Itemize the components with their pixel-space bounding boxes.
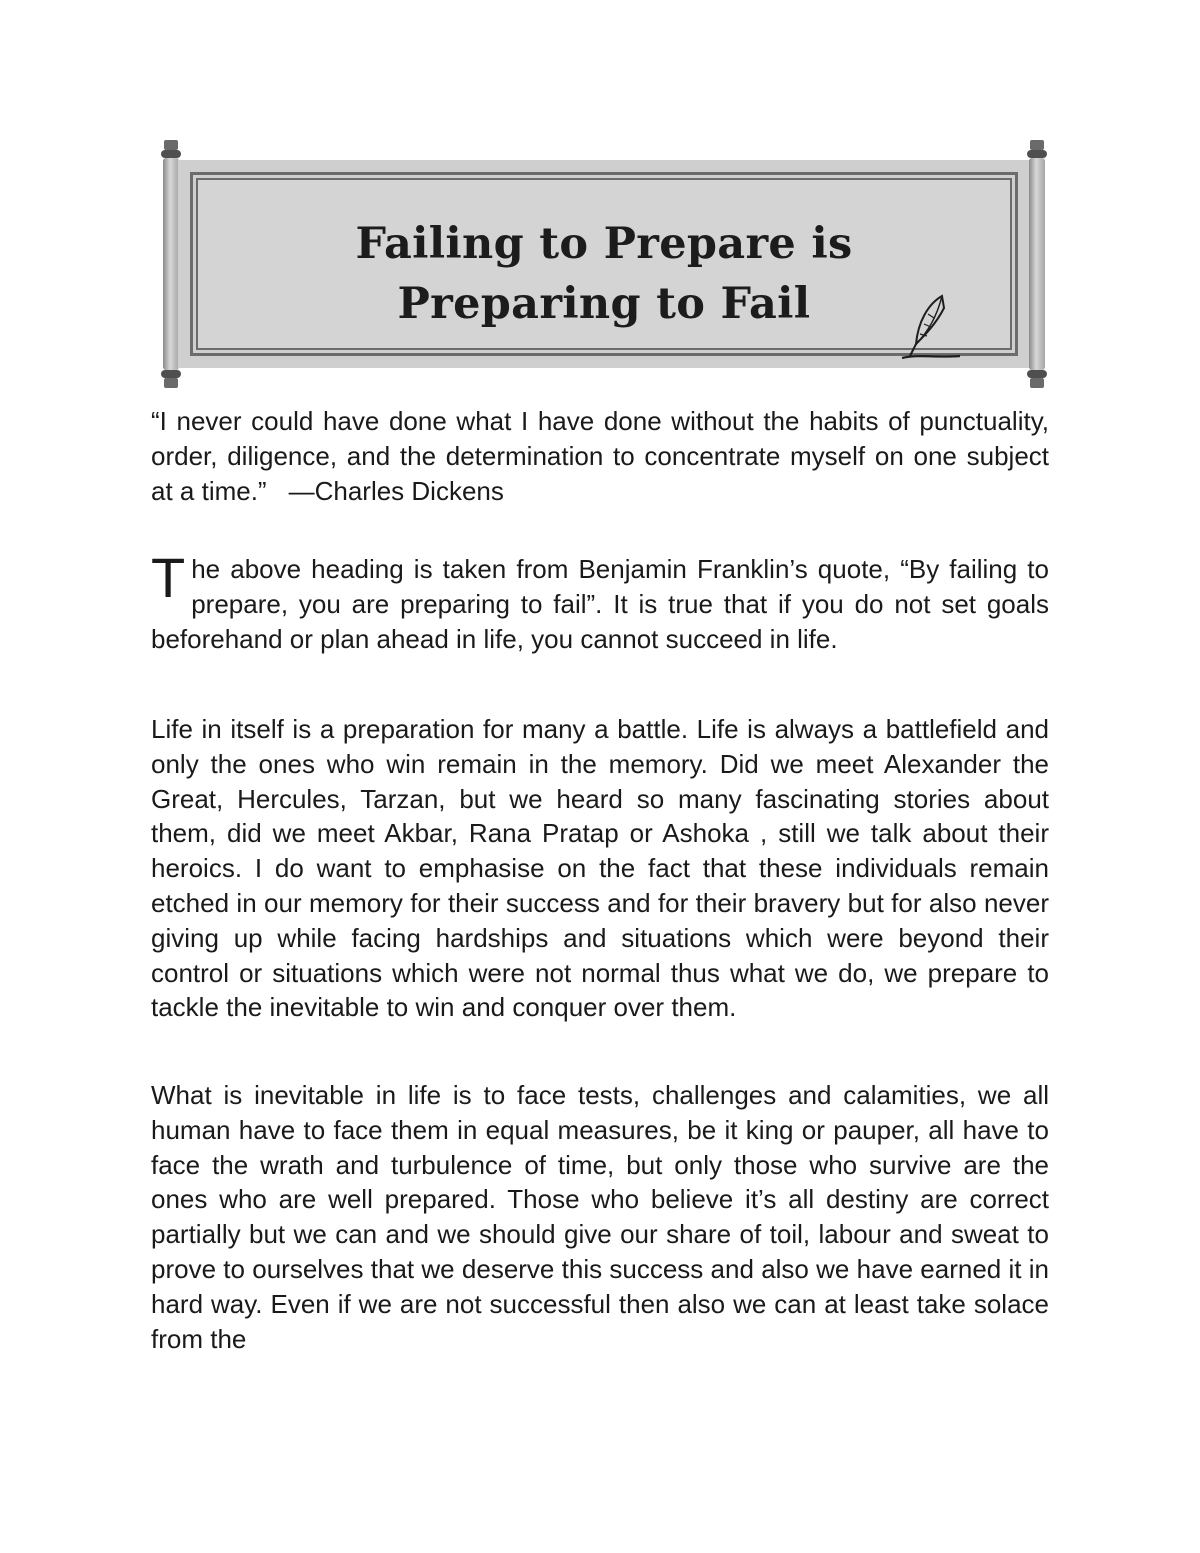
scroll-knob-bottom-left [161,370,181,378]
quill-pen-icon [898,290,968,370]
scroll-bar-left [163,158,179,370]
banner-sheet [178,160,1030,368]
quote-text: “I never could have done what I have done without the habits of punctuality, order, diligence, and the determination to concentrate myself on one subject at a time.” [151,406,1049,506]
paragraph-1 [151,546,1049,656]
quote-attribution: —Charles Dickens [288,475,504,506]
paragraph-3: What is inevitable in life is to face tests, challenges and calamities, we all human have to face them in equal measures, be it king or pauper, all have to face the wrath and turbulence of time, but only those who survive are the ones who are well prepared. Those who believe it’s all destiny are correct partially but we can and we should give our share of toil, labour and sweat to prove to ourselves that we deserve this success and also we have earned it in hard way. Even if we are not successful then also we can at least take solace from the [151,1080,1049,1354]
scroll-knob-top-left [161,150,181,158]
drop-cap: T [151,546,186,609]
scroll-cap-bottom-left [164,378,178,388]
paragraph-2: Life in itself is a preparation for many a battle. Life is always a battlefield and only the ones who win remain in the memory. Did we meet Alexander the Great, Hercules, Tarzan, but we heard so many fascinating stories about them, did we meet Akbar, Rana Pratap or Ashoka , still we talk about their heroics. I do want to emphasise on the fact that these individuals remain etched in our memory for their success and for their bravery but for also never giving up while facing hardships and situations which were beyond their control or situations which were not normal thus what we do, we prepare to tackle the inevitable to win and conquer over them. [151,714,1049,1023]
title-banner [158,140,1050,388]
scroll-cap-bottom-right [1030,378,1044,388]
paragraph-1-text: he above heading is taken from Benjamin Franklin’s quote, “By failing to prepare, you are preparing to fail”. It is true that if you do not set goals beforehand or plan ahead in life, you cannot succeed in life. [151,554,1049,654]
scroll-cap-top-left [164,140,178,150]
title-line-2: Preparing to Fail [397,279,811,329]
scroll-cap-top-right [1030,140,1044,150]
scroll-knob-top-right [1027,150,1047,158]
scroll-bar-right [1029,158,1045,370]
scroll-knob-bottom-right [1027,370,1047,378]
scroll-rod-right [1024,140,1050,388]
epigraph-quote [151,404,1049,508]
title-line-1: Failing to Prepare is [355,219,853,269]
